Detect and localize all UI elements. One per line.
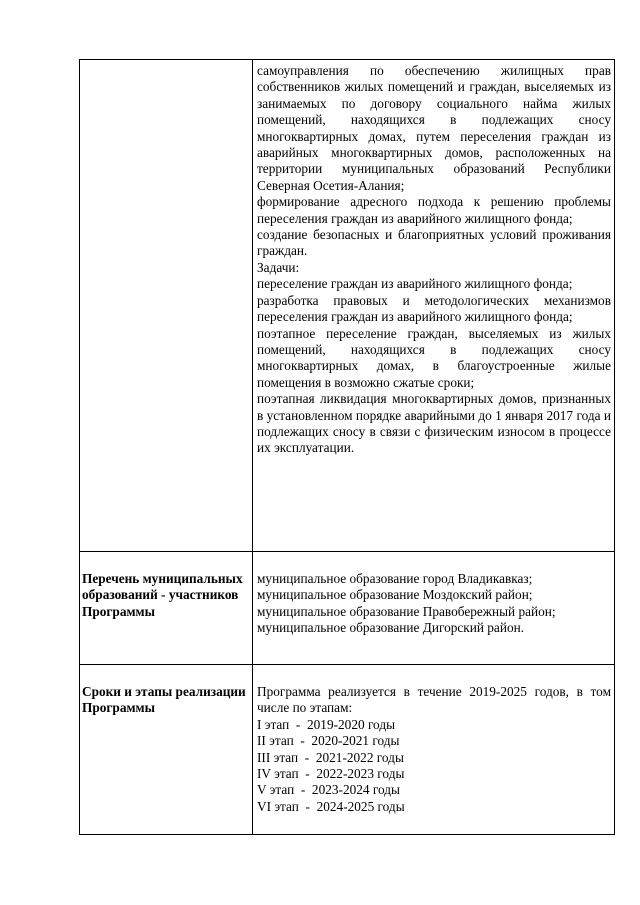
table-border-right — [614, 59, 615, 835]
paragraph: самоуправления по обеспечению жилищных прав собственников жилых помещений и граждан, выселяемых из занимаемых по договору социального найма жилых помещений, находящихся в подлежащих сносу многоквартирных домах, путем переселения граждан из аварийных многоквартирных домов, расположенных на территории муниципальных образований Республики Северная Осетия-Алания; — [257, 63, 611, 193]
paragraph-heading: Задачи: — [257, 259, 300, 275]
table-border-left — [79, 59, 80, 835]
stage-item: III этап - 2021-2022 годы — [257, 749, 404, 765]
list-item: муниципальное образование Дигорский район. — [257, 620, 525, 636]
municipalities-list — [257, 571, 611, 637]
terms-stages-cell — [257, 684, 611, 815]
table-border-top — [79, 59, 615, 60]
goals-tasks-cell — [257, 63, 611, 457]
paragraph: поэтапная ликвидация многоквартирных домов, признанных в установленном порядке аварийными до 1 января 2017 года и подлежащих сносу в связи с физическим износом в процессе их эксплуатации. — [257, 391, 611, 456]
paragraph: разработка правовых и методологических механизмов переселения граждан из аварийного жилищного фонда; — [257, 292, 611, 325]
terms-stages-label: Сроки и этапы реализации Программы — [82, 684, 246, 716]
table-border-bottom — [79, 834, 615, 835]
program-passport-table — [79, 59, 615, 835]
row-divider-2 — [79, 664, 615, 665]
stage-item: II этап - 2020-2021 годы — [257, 733, 400, 749]
stage-item: IV этап - 2022-2023 годы — [257, 766, 405, 782]
terms-intro: Программа реализуется в течение 2019-2025 годов, в том числе по этапам: — [257, 684, 611, 716]
table-column-divider — [252, 59, 253, 835]
paragraph: формирование адресного подхода к решению проблемы переселения граждан из аварийного жилищного фонда; — [257, 194, 611, 226]
list-item: муниципальное образование город Владикавказ; — [257, 571, 533, 586]
paragraph: переселение граждан из аварийного жилищного фонда; — [257, 276, 573, 292]
row-divider-1 — [79, 551, 615, 552]
paragraph: поэтапное переселение граждан, выселяемых из жилых помещений, находящихся в подлежащих сносу многоквартирных домах, в благоустроенные жилые помещения в возможно сжатые сроки; — [257, 325, 611, 390]
stage-item: V этап - 2023-2024 годы — [257, 782, 400, 798]
list-item: муниципальное образование Правобережный район; — [257, 603, 556, 619]
municipalities-label: Перечень муниципальных образований - участников Программы — [82, 571, 243, 619]
stage-item: VI этап - 2024-2025 годы — [257, 798, 405, 814]
list-item: муниципальное образование Моздокский район; — [257, 587, 533, 603]
paragraph: создание безопасных и благоприятных условий проживания граждан. — [257, 227, 611, 259]
stage-item: I этап - 2019-2020 годы — [257, 716, 396, 732]
